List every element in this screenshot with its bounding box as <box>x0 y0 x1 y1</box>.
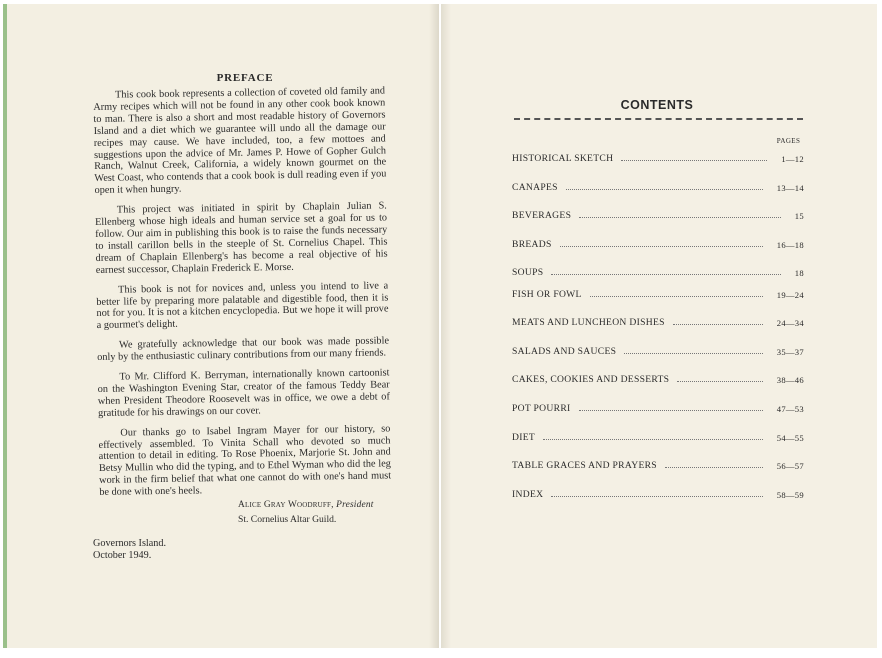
preface-paragraph: This cook book represents a collection of coveted old family and Army recipes which will not be found in any other cook book known to man. There is also a short and most readable history of Governors Island and a diet which we guarantee will undo all the damage our recipes may cause. We have included, too, a few mottoes and suggestions upon the advice of Mr. James P. Howe of Gopher Gulch Ranch, Walnut Creek, California, a widely known gourmet on the West Coast, who contends that a cook book is dull reading even if you open it when hungry. <box>93 85 387 197</box>
toc-entry <box>512 207 804 221</box>
title-divider <box>514 118 803 120</box>
toc-entry-label: SOUPS <box>512 267 544 278</box>
toc-entry-pages: 35—37 <box>776 347 804 357</box>
toc-leader-dots <box>579 410 763 411</box>
toc-entry-label: DIET <box>512 432 536 443</box>
preface-paragraph: Our thanks go to Isabel Ingram Mayer for our history, so effectively assembled. To Vinita Schall who devoted so much attention to detail in editing. To Rose Phoenix, Marjorie St. John and Betsy Mullin who did the typing, and to Ethel Wyman who did the leg work in the firm belief that what one cannot do with one's hand must be done with one's heels. <box>98 423 392 499</box>
toc-entry-label: CANAPES <box>512 182 558 193</box>
toc-entry-label: POT POURRI <box>512 403 571 414</box>
toc-entry-pages: 18 <box>794 268 804 278</box>
toc-entry <box>512 286 804 300</box>
toc-leader-dots <box>579 217 781 218</box>
toc-leader-dots <box>543 439 763 440</box>
toc-entry <box>512 371 804 385</box>
preface-paragraph: This book is not for novices and, unless you intend to live a better life by preparing more palatable and digestible food, then it is not for you. It is not a kitchen encyclopedia. But we hope it will prove a gourmet's delight. <box>96 279 389 332</box>
toc-leader-dots <box>590 296 763 297</box>
toc-entry-label: TABLE GRACES AND PRAYERS <box>512 460 657 471</box>
toc-leader-dots <box>624 353 762 354</box>
toc-entry <box>512 400 804 414</box>
toc-entry-pages: 13—14 <box>776 183 804 193</box>
toc-entry-label: FISH OR FOWL <box>512 289 582 300</box>
toc-leader-dots <box>673 324 763 325</box>
toc-leader-dots <box>665 467 763 468</box>
toc-entry-label: SALADS AND SAUCES <box>512 346 617 357</box>
toc-entry <box>512 343 804 357</box>
toc-entry <box>512 179 804 193</box>
toc-entry <box>512 429 804 443</box>
signature-name-line <box>238 500 374 510</box>
toc-entry <box>512 264 804 278</box>
toc-leader-dots <box>551 496 762 497</box>
toc-entry-pages: 38—46 <box>776 375 804 385</box>
toc-leader-dots <box>560 246 763 247</box>
preface-body <box>93 85 392 507</box>
toc-entry-pages: 15 <box>794 211 804 221</box>
toc-entry-pages: 54—55 <box>776 433 804 443</box>
toc-entry-pages: 56—57 <box>776 461 804 471</box>
toc-entry-label: BREADS <box>512 239 552 250</box>
place: Governors Island. <box>93 538 166 549</box>
toc-entry-label: INDEX <box>512 489 544 500</box>
preface-paragraph: To Mr. Clifford K. Berryman, internationally known cartoonist on the Washington Evening Star, creator of the famous Teddy Bear when President Theodore Roosevelt was in office, we owe a debt of gratitude for his drawings on our cover. <box>97 367 390 419</box>
toc-entry <box>512 236 804 250</box>
signature-org: St. Cornelius Altar Guild. <box>238 514 337 525</box>
signature-role: President <box>336 500 374 510</box>
toc-leader-dots <box>677 381 762 382</box>
preface-paragraph: We gratefully acknowledge that our book was made possible only by the enthusiastic culinary contributions from our many friends. <box>97 335 390 364</box>
toc-entry <box>512 314 804 328</box>
toc-entry-pages: 16—18 <box>776 240 804 250</box>
toc-leader-dots <box>621 160 767 161</box>
toc-entry-pages: 47—53 <box>776 404 804 414</box>
date: October 1949. <box>93 550 152 561</box>
toc-entry-pages: 19—24 <box>776 290 804 300</box>
signature-name: Alice Gray Woodruff, <box>238 500 334 510</box>
toc-entry-label: MEATS AND LUNCHEON DISHES <box>512 317 665 328</box>
toc-entry <box>512 150 804 164</box>
pages-header: PAGES <box>776 137 801 145</box>
toc-entry <box>512 486 804 500</box>
place-date <box>93 538 166 562</box>
toc-entry-pages: 1—12 <box>781 154 804 164</box>
toc-entry-label: BEVERAGES <box>512 210 572 221</box>
toc-entry-label: CAKES, COOKIES AND DESSERTS <box>512 374 670 385</box>
toc-entry <box>512 457 804 471</box>
preface-paragraph: This project was initiated in spirit by Chaplain Julian S. Ellenberg whose high ideals and human service set a goal for us to follow. Our aim in publishing this book is to raise the funds necessary to install carillon bells in the steeple of St. Cornelius Chapel. This dream of Chaplain Ellenberg's has become a real objective of his earnest successor, Chaplain Frederick E. Morse. <box>94 200 388 276</box>
toc-entry-pages: 58—59 <box>776 490 804 500</box>
contents-title: CONTENTS <box>620 97 694 113</box>
toc-entry-pages: 24—34 <box>776 318 804 328</box>
toc-leader-dots <box>551 274 780 275</box>
toc-entry-label: HISTORICAL SKETCH <box>512 153 614 164</box>
toc-leader-dots <box>566 189 763 190</box>
preface-title: PREFACE <box>216 72 274 84</box>
